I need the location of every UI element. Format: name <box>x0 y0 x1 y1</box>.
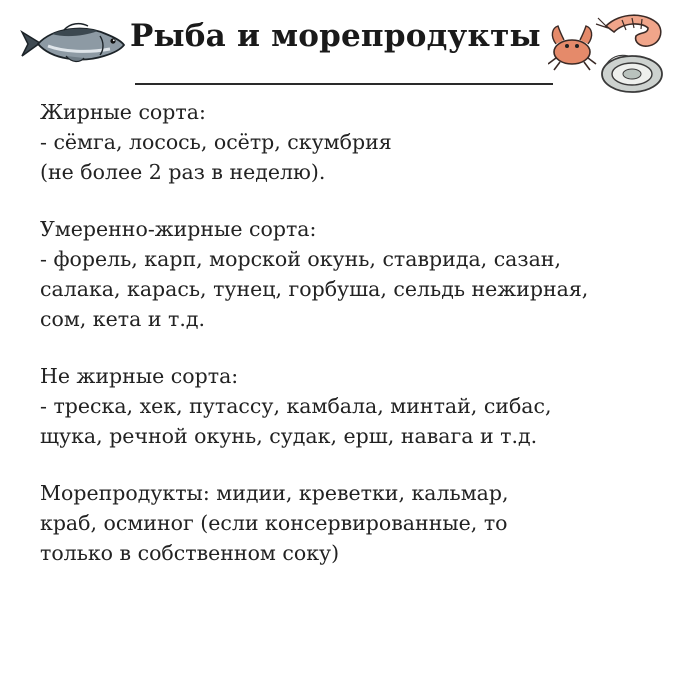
section-heading: Умеренно-жирные сорта: <box>40 217 317 241</box>
page-title: Рыба и морепродукты <box>130 18 541 54</box>
seafood-icon <box>548 6 670 98</box>
fish-icon <box>18 22 126 68</box>
section-seafood <box>40 478 665 568</box>
section-text-line: - сёмга, лосось, осётр, скумбрия <box>40 130 392 154</box>
section-heading: Не жирные сорта: <box>40 364 239 388</box>
header <box>0 0 680 100</box>
main-content <box>40 97 665 595</box>
section-text-line: сом, кета и т.д. <box>40 307 206 331</box>
section-text-line: щука, речной окунь, судак, ерш, навага и т.д. <box>40 424 538 448</box>
section-fatty-fish <box>40 97 665 187</box>
oyster-icon <box>602 55 662 92</box>
section-text-line: Морепродукты: мидии, креветки, кальмар, <box>40 481 509 505</box>
section-text-line: краб, осминог (если консервированные, то <box>40 511 508 535</box>
shrimp-icon <box>596 15 661 46</box>
section-text-line: только в собственном соку) <box>40 541 340 565</box>
section-medium-fat-fish <box>40 214 665 334</box>
title-underline <box>135 83 553 85</box>
section-text-line: - треска, хек, путассу, камбала, минтай, сибас, <box>40 394 552 418</box>
section-text-line: (не более 2 раз в неделю). <box>40 160 326 184</box>
section-text-line: салака, карась, тунец, горбуша, сельдь нежирная, <box>40 277 589 301</box>
section-text-line: - форель, карп, морской окунь, ставрида, сазан, <box>40 247 561 271</box>
section-lean-fish <box>40 361 665 451</box>
crab-icon <box>548 26 596 70</box>
section-heading: Жирные сорта: <box>40 100 206 124</box>
